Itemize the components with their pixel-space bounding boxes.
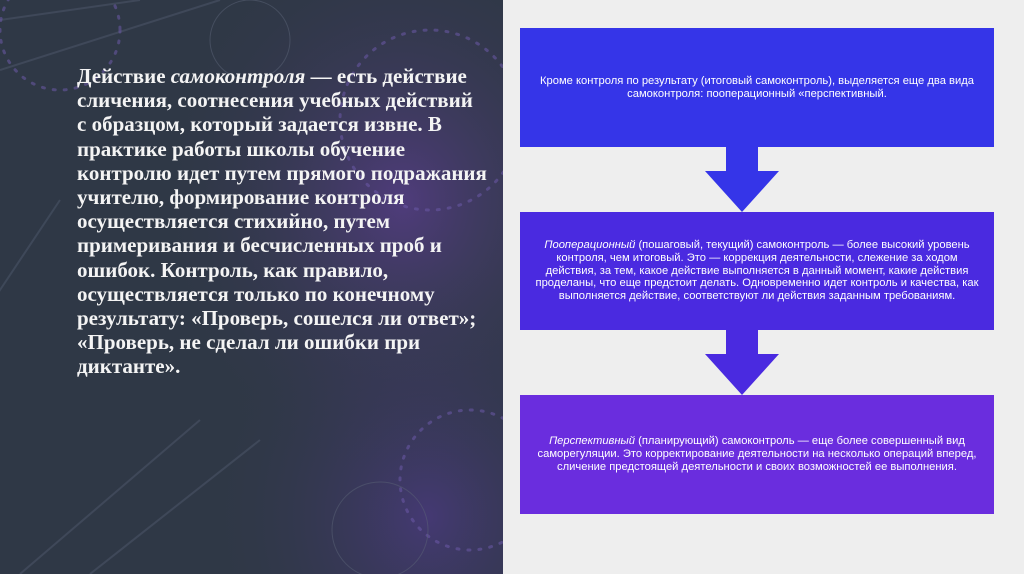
- box-text: (пошаговый, текущий) самоконтроль — более высокий уровень контроля, чем итоговый. Это — коррекция деятельности, слежение за ходом действия, за тем, какое действие выполняется в данный момент, какие действия проделаны, что еще предстоит делать. Одновременно идет контроль и качества, как выполняется действие, соответствуют ли действия заданным требованиям.: [535, 239, 979, 303]
- flow-box-text: [534, 75, 980, 101]
- main-emphasis: самоконтроля: [170, 64, 306, 88]
- flow-box-text: [534, 435, 980, 473]
- box-text: Кроме контроля по результату (итоговый самоконтроль), выделяется еще два вида самоконтроля: пооперационный «перспективный.: [540, 74, 974, 100]
- flow-box-text: [534, 239, 980, 303]
- main-intro: Действие: [77, 64, 171, 88]
- box-lead: Пооперационный: [544, 239, 636, 251]
- flow-box-result-control: [520, 28, 994, 147]
- main-paragraph: [77, 64, 487, 379]
- down-arrow-icon: [705, 330, 779, 395]
- flow-box-perspective-control: [520, 395, 994, 514]
- flow-box-operational-control: [520, 212, 994, 330]
- left-panel: [0, 0, 503, 574]
- box-lead: Перспективный: [549, 435, 636, 448]
- down-arrow-icon: [705, 147, 779, 212]
- box-text: (планирующий) самоконтроль — еще более совершенный вид саморегуляции. Это корректирование деятельности на несколько операций вперед, сличение предстоящей деятельности и своих возможностей ее выполнения.: [537, 435, 977, 473]
- main-body: — есть действие сличения, соотнесения учебных действий с образцом, который задается извне. В практике работы школы обучение контролю идет путем прямого подражания учителю, формирование контроля осуществляется стихийно, путем примеривания и бесчисленных проб и ошибок. Контроль, как правило, осуществляется только по конечному результату: «Проверь, сошелся ли ответ»; «Проверь, не сделал ли ошибки при диктанте».: [77, 64, 487, 379]
